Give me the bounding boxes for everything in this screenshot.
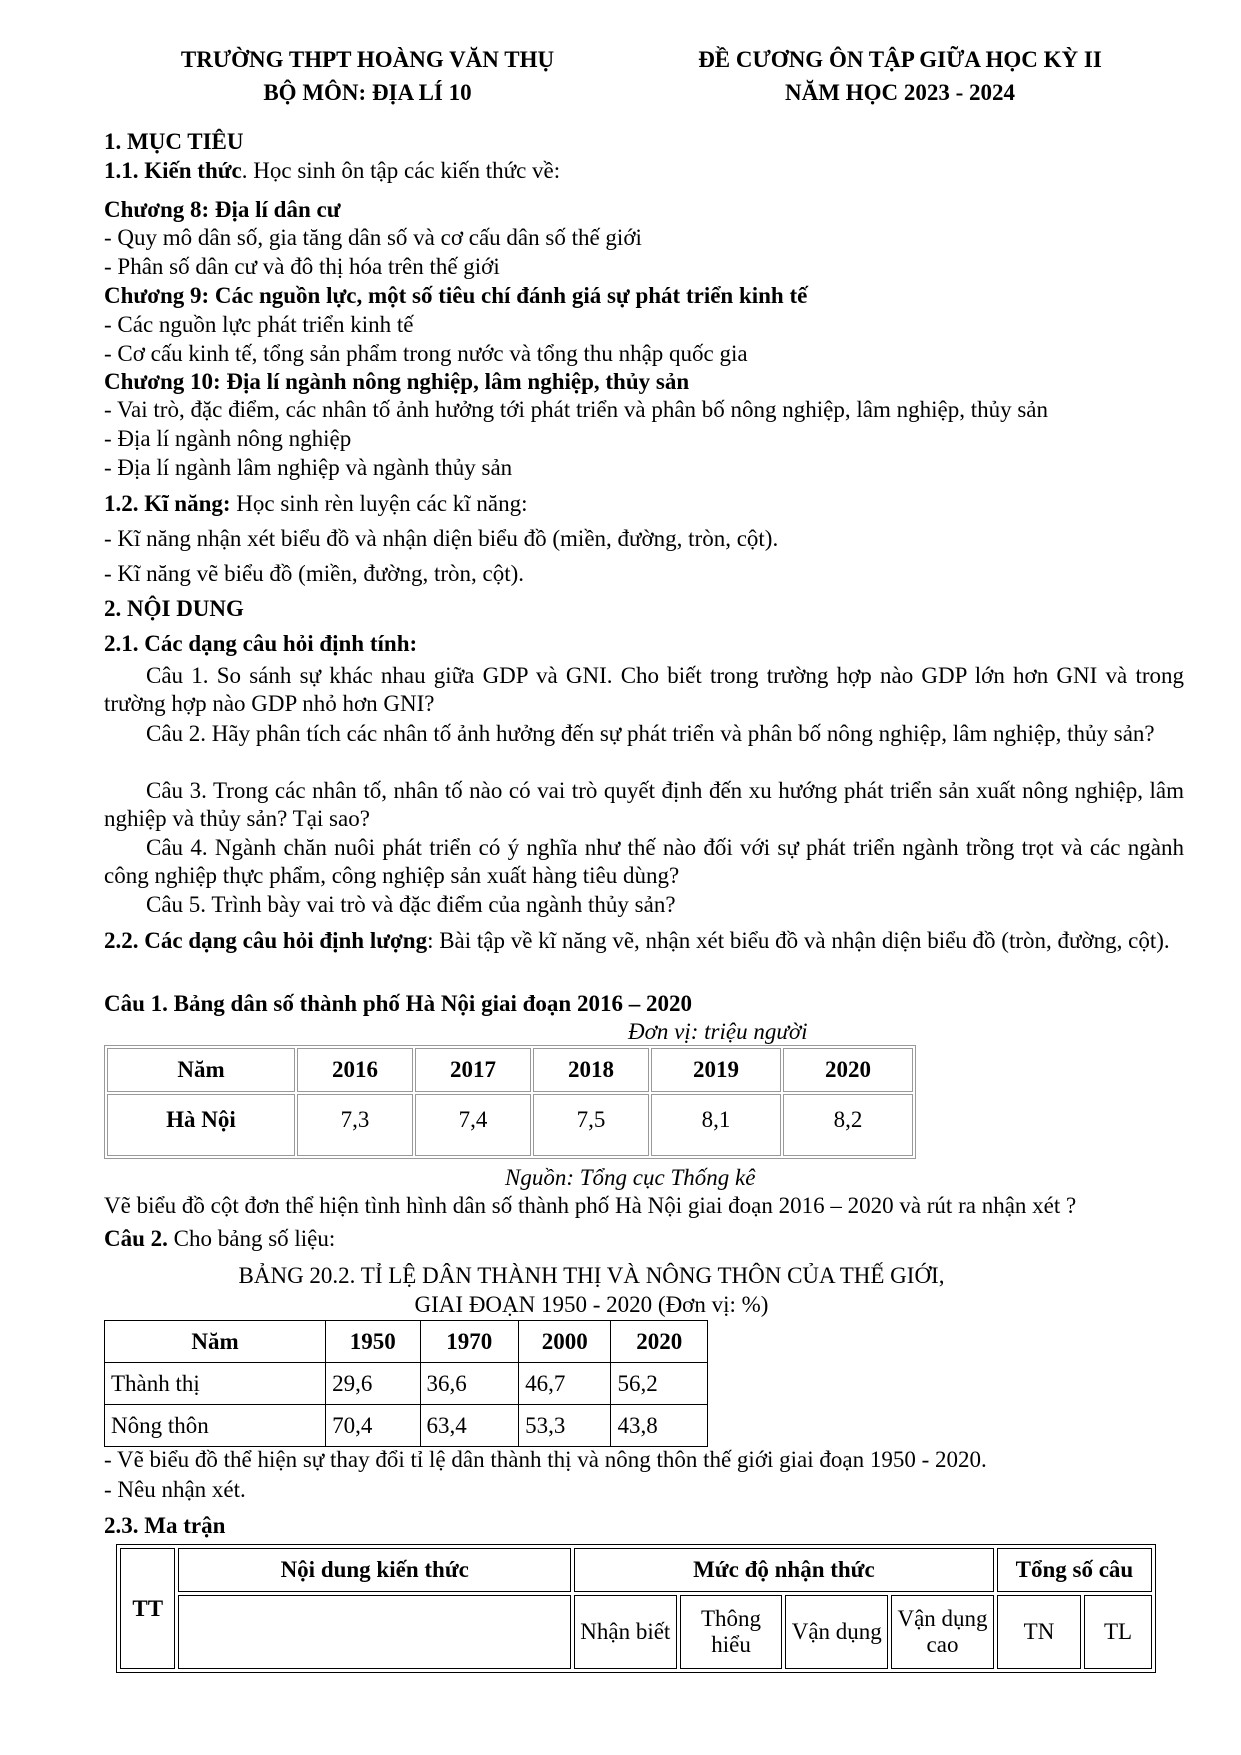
q2-caption-line-1: BẢNG 20.2. TỈ LỆ DÂN THÀNH THỊ VÀ NÔNG THÔN CỦA THẾ GIỚI, — [238, 1263, 945, 1288]
matrix-tn-header: TN — [997, 1595, 1081, 1669]
table-cell: 2016 — [297, 1048, 413, 1092]
matrix-level-header: Mức độ nhận thức — [574, 1548, 994, 1592]
table-cell: 36,6 — [420, 1363, 519, 1405]
table-cell: 2000 — [519, 1321, 611, 1363]
chapter-9-title: Chương 9: Các nguồn lực, một số tiêu chí đánh giá sự phát triển kinh tế — [104, 283, 808, 308]
q2-line: Câu 2. Cho bảng số liệu: — [104, 1226, 336, 1251]
department-name: BỘ MÔN: ĐỊA LÍ 10 — [263, 80, 472, 105]
question-3: Câu 3. Trong các nhân tố, nhân tố nào có vai trò quyết định đến xu hướng phát triển sản xuất nông nghiệp, lâm nghiệp và thủy sản? Tại sao? — [104, 778, 1184, 831]
table-cell: Nông thôn — [105, 1405, 326, 1447]
chapter-10-title: Chương 10: Địa lí ngành nông nghiệp, lâm nghiệp, thủy sản — [104, 369, 690, 394]
table-cell: 53,3 — [519, 1405, 611, 1447]
chapter-8-item: - Quy mô dân số, gia tăng dân số và cơ cấu dân số thế giới — [104, 225, 642, 250]
knowledge-text: . Học sinh ôn tập các kiến thức về: — [241, 158, 561, 183]
question-4: Câu 4. Ngành chăn nuôi phát triển có ý nghĩa như thế nào đối với sự phát triển ngành trồng trọt và các ngành công nghiệp thực phẩm, công nghiệp sản xuất hàng tiêu dùng? — [104, 835, 1184, 888]
matrix-table — [116, 1544, 1156, 1673]
quantitative-paragraph: 2.2. Các dạng câu hỏi định lượng: Bài tập về kĩ năng vẽ, nhận xét biểu đồ và nhận diện biểu đồ (tròn, đường, cột). — [104, 928, 1170, 953]
matrix-th-header: Thông hiểu — [680, 1595, 783, 1669]
q1-task: Vẽ biểu đồ cột đơn thể hiện tình hình dân số thành phố Hà Nội giai đoạn 2016 – 2020 và rút ra nhận xét ? — [104, 1193, 1077, 1218]
school-name: TRƯỜNG THPT HOÀNG VĂN THỤ — [180, 47, 555, 72]
matrix-total-header: Tổng số câu — [997, 1548, 1152, 1592]
qualitative-heading: 2.1. Các dạng câu hỏi định tính: — [104, 631, 418, 656]
table-cell: 2017 — [415, 1048, 531, 1092]
table-cell: 7,5 — [533, 1094, 649, 1156]
table-cell: 2020 — [783, 1048, 913, 1092]
table-cell: Thành thị — [105, 1363, 326, 1405]
document-title: ĐỀ CƯƠNG ÔN TẬP GIỮA HỌC KỲ II — [698, 47, 1102, 72]
table-row — [107, 1094, 913, 1156]
table-cell: 1950 — [326, 1321, 420, 1363]
chapter-10-item: - Địa lí ngành nông nghiệp — [104, 426, 352, 451]
chapter-8-item: - Phân số dân cư và đô thị hóa trên thế giới — [104, 254, 500, 279]
table-cell: 1970 — [420, 1321, 519, 1363]
table-header-row — [105, 1321, 708, 1363]
table-row — [105, 1363, 708, 1405]
table-header-row — [120, 1548, 1152, 1592]
table-cell: 2020 — [611, 1321, 708, 1363]
q2-urban-rural-table — [104, 1320, 708, 1447]
skills-item: - Kĩ năng nhận xét biểu đồ và nhận diện biểu đồ (miền, đường, tròn, cột). — [104, 526, 779, 551]
skills-text: Học sinh rèn luyện các kĩ năng: — [230, 491, 528, 516]
q2-label: Câu 2. — [104, 1226, 168, 1251]
matrix-nb-header: Nhận biết — [574, 1595, 677, 1669]
table-cell: Năm — [105, 1321, 326, 1363]
question-2: Câu 2. Hãy phân tích các nhân tố ảnh hưởng đến sự phát triển và phân bố nông nghiệp, lâm nghiệp, thủy sản? — [146, 721, 1155, 746]
table-header-row — [107, 1048, 913, 1092]
table-cell: Hà Nội — [107, 1094, 295, 1156]
matrix-content-header: Nội dung kiến thức — [178, 1548, 570, 1592]
table-cell: 56,2 — [611, 1363, 708, 1405]
matrix-vd-header: Vận dụng — [785, 1595, 888, 1669]
q1-population-table — [104, 1045, 916, 1159]
matrix-tt-header: TT — [120, 1548, 175, 1669]
question-1: Câu 1. So sánh sự khác nhau giữa GDP và GNI. Cho biết trong trường hợp nào GDP lớn hơn GNI và trong trường hợp nào GDP nhỏ hơn GNI? — [104, 663, 1184, 716]
table-cell: 7,4 — [415, 1094, 531, 1156]
table-cell: 29,6 — [326, 1363, 420, 1405]
matrix-content-cell — [178, 1595, 570, 1669]
skills-label: 1.2. Kĩ năng: — [104, 491, 231, 516]
table-cell: 8,2 — [783, 1094, 913, 1156]
q1-title: Câu 1. Bảng dân số thành phố Hà Nội giai đoạn 2016 – 2020 — [104, 991, 692, 1016]
matrix-heading: 2.3. Ma trận — [104, 1513, 226, 1538]
chapter-10-item: - Địa lí ngành lâm nghiệp và ngành thủy sản — [104, 455, 513, 480]
skills-line — [104, 490, 528, 518]
section-2-heading: 2. NỘI DUNG — [104, 596, 244, 621]
quantitative-label: 2.2. Các dạng câu hỏi định lượng — [104, 928, 428, 953]
knowledge-label: 1.1. Kiến thức — [104, 158, 242, 183]
chapter-10-item: - Vai trò, đặc điểm, các nhân tố ảnh hưởng tới phát triển và phân bố nông nghiệp, lâm nghiệp, thủy sản — [104, 397, 1049, 422]
section-1-heading: 1. MỤC TIÊU — [104, 129, 244, 154]
q2-caption-line-2: GIAI ĐOẠN 1950 - 2020 (Đơn vị: %) — [414, 1292, 769, 1317]
table-cell: 63,4 — [420, 1405, 519, 1447]
q1-unit: Đơn vị: triệu người — [628, 1019, 808, 1044]
table-cell: 46,7 — [519, 1363, 611, 1405]
q1-source: Nguồn: Tổng cục Thống kê — [505, 1165, 756, 1190]
table-row — [105, 1405, 708, 1447]
table-cell: 43,8 — [611, 1405, 708, 1447]
table-cell: Năm — [107, 1048, 295, 1092]
matrix-tl-header: TL — [1084, 1595, 1152, 1669]
table-cell: 8,1 — [651, 1094, 781, 1156]
skills-item: - Kĩ năng vẽ biểu đồ (miền, đường, tròn, cột). — [104, 561, 525, 586]
question-5: Câu 5. Trình bày vai trò và đặc điểm của ngành thủy sản? — [146, 892, 676, 917]
chapter-8-title: Chương 8: Địa lí dân cư — [104, 197, 341, 222]
table-cell: 2019 — [651, 1048, 781, 1092]
knowledge-line — [104, 157, 560, 185]
table-cell: 70,4 — [326, 1405, 420, 1447]
school-year: NĂM HỌC 2023 - 2024 — [785, 80, 1015, 105]
matrix-vdc-header: Vận dụng cao — [891, 1595, 994, 1669]
chapter-9-item: - Cơ cấu kinh tế, tổng sản phẩm trong nước và tổng thu nhập quốc gia — [104, 341, 748, 366]
table-cell: 7,3 — [297, 1094, 413, 1156]
q2-task: - Nêu nhận xét. — [104, 1477, 246, 1502]
table-header-row — [120, 1595, 1152, 1669]
chapter-9-item: - Các nguồn lực phát triển kinh tế — [104, 312, 414, 337]
table-cell: 2018 — [533, 1048, 649, 1092]
q2-task: - Vẽ biểu đồ thể hiện sự thay đổi tỉ lệ dân thành thị và nông thôn thế giới giai đoạn 1950 - 2020. — [104, 1447, 987, 1472]
